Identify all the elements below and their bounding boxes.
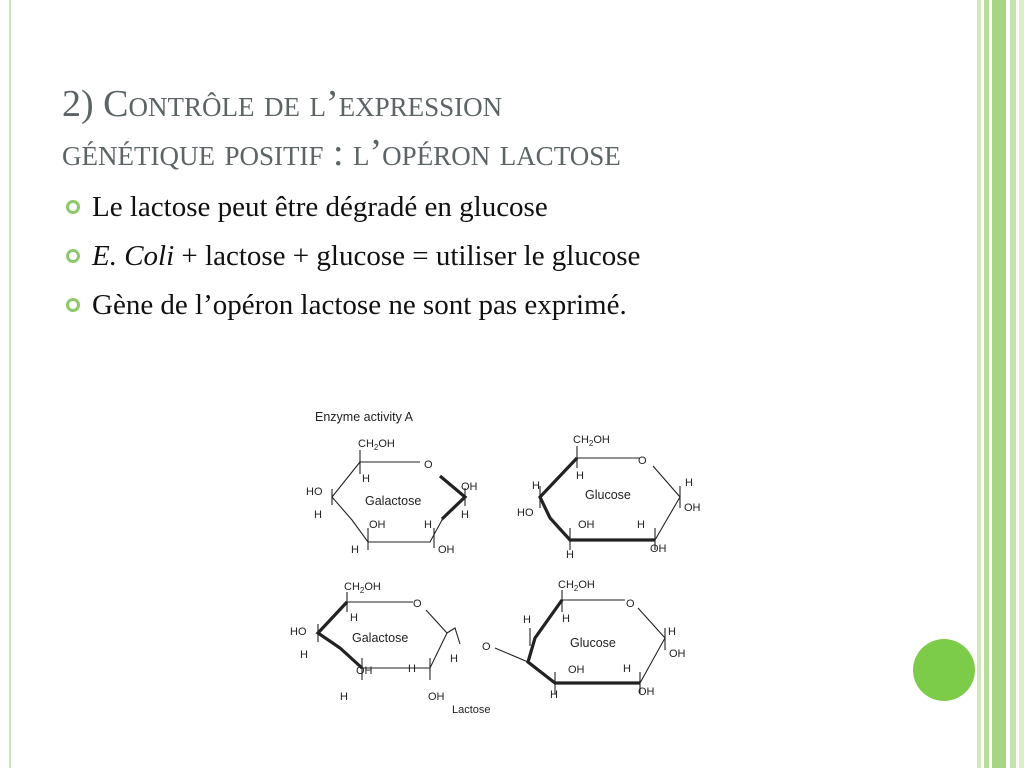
oh-label: OH <box>568 664 585 676</box>
glycosidic-bond <box>495 648 528 662</box>
right-stripe <box>977 0 981 768</box>
oh-label: OH <box>684 502 701 514</box>
sugar-name: Glucose <box>585 488 631 502</box>
h-label: H <box>550 689 558 701</box>
ho-label: HO <box>306 486 323 498</box>
oh-label: OH <box>650 543 667 555</box>
right-stripe <box>984 0 989 768</box>
decorative-green-circle <box>913 639 975 701</box>
right-stripe <box>992 0 1006 768</box>
lactose-label: Lactose <box>452 704 491 716</box>
bullet-item <box>66 284 946 333</box>
sugar-name: Glucose <box>570 636 616 650</box>
ch2oh-label: $CH_2OH$ <box>573 434 610 448</box>
h-label: H <box>314 509 322 521</box>
ho-label: HO <box>290 626 307 638</box>
bullet-text <box>92 235 640 277</box>
bullet-ring-icon <box>66 200 80 214</box>
bullet-list <box>66 186 946 333</box>
lactose-structure-figure <box>280 400 720 722</box>
oxygen-label: O <box>424 459 433 471</box>
ch2oh-label: $CH_2OH$ <box>558 579 595 593</box>
bullet-text: Le lactose peut être dégradé en glucose <box>92 191 548 223</box>
oh-label: OH <box>438 544 455 556</box>
h-label: H <box>340 691 348 703</box>
bullet-item <box>66 235 946 284</box>
bullet-ring-icon <box>66 249 80 263</box>
oxygen-label: O <box>413 598 422 610</box>
h-label: H <box>566 549 574 561</box>
ch2oh-label: $CH_2OH$ <box>358 438 395 452</box>
slide-title <box>62 80 942 178</box>
bullet-ring-icon <box>66 298 80 312</box>
right-stripe <box>1019 0 1024 768</box>
h-label: H <box>350 612 358 624</box>
species-name: E. Coli <box>92 240 175 272</box>
oxygen-label: O <box>482 641 491 653</box>
title-line-1: 2) Contrôle de l’expression <box>62 83 503 126</box>
sugar-name: Galactose <box>365 494 422 508</box>
oh-label: OH <box>669 648 686 660</box>
glycosidic-bond <box>447 628 460 644</box>
h-label: H <box>623 663 631 675</box>
h-label: H <box>461 509 469 521</box>
ch2oh-label: $CH_2OH$ <box>344 581 381 595</box>
h-label: H <box>637 519 645 531</box>
oh-label: OH <box>369 519 386 531</box>
oh-label: OH <box>356 665 373 677</box>
oh-label: OH <box>461 481 478 493</box>
figure-header: Enzyme activity A <box>315 410 413 424</box>
sugar-name: Galactose <box>352 631 409 645</box>
bullet-item <box>66 186 946 235</box>
h-label: H <box>532 480 540 492</box>
h-label: H <box>562 613 570 625</box>
title-line-2: génétique positif : l’opéron lactose <box>62 132 621 175</box>
h-label: H <box>300 649 308 661</box>
h-label: H <box>351 544 359 556</box>
bullet-text: Gène de l’opéron lactose ne sont pas exprimé. <box>92 289 627 321</box>
oh-label: OH <box>638 686 655 698</box>
h-label: H <box>685 477 693 489</box>
oh-label: OH <box>578 519 595 531</box>
ho-label: HO <box>517 507 534 519</box>
h-label: H <box>450 653 458 665</box>
h-label: H <box>362 473 370 485</box>
oh-label: OH <box>428 691 445 703</box>
h-label: H <box>576 470 584 482</box>
oxygen-label: O <box>626 598 635 610</box>
h-label: H <box>523 614 531 626</box>
right-stripe <box>1010 0 1016 768</box>
h-label: H <box>424 519 432 531</box>
bullet-text-rest: + lactose + glucose = utiliser le glucose <box>174 240 641 272</box>
molecule-diagram <box>280 400 720 722</box>
left-border-line <box>9 0 11 768</box>
h-label: H <box>408 663 416 675</box>
h-label: H <box>668 626 676 638</box>
oxygen-label: O <box>638 455 647 467</box>
